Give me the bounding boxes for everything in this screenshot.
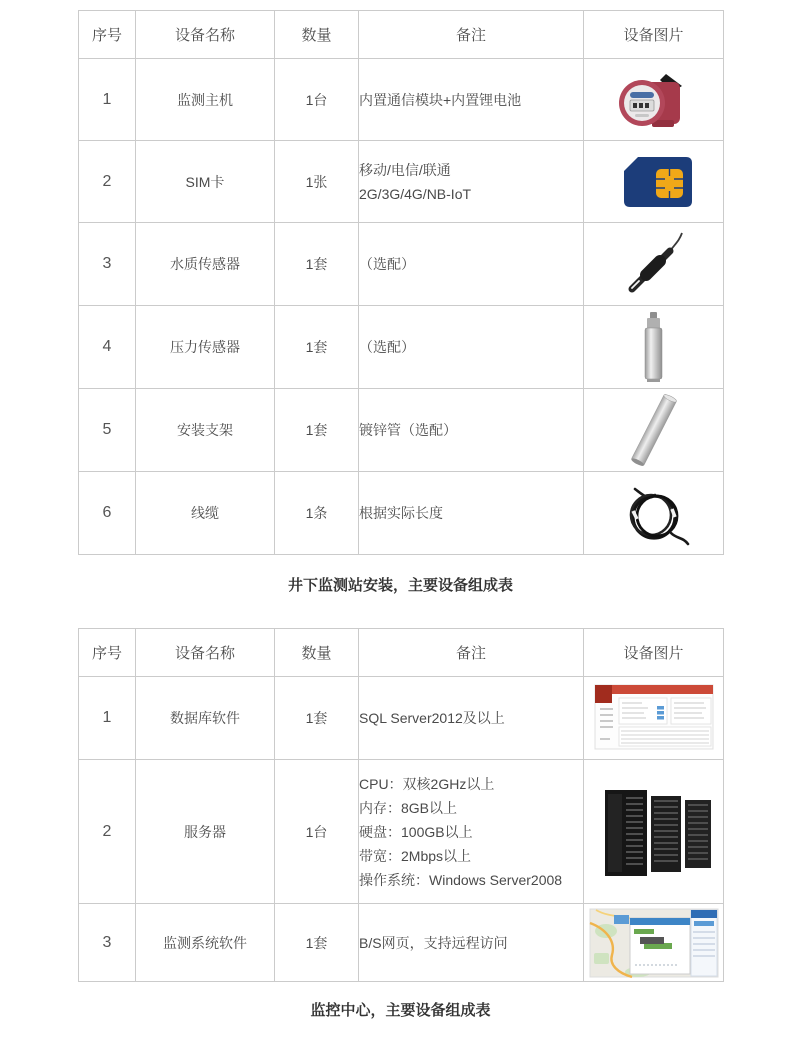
monitoring-software-screenshot-image [588,905,720,981]
table-header-row [79,11,724,59]
cell-serial: 1 [79,677,136,760]
cell-device-name: SIM卡 [136,141,275,223]
equipment-spec-page [78,10,723,1020]
cell-device-name: 压力传感器 [136,306,275,389]
sim-card-image [604,149,704,215]
table-row [79,389,724,472]
galvanized-pipe-image [609,391,699,469]
cell-device-image [584,472,724,555]
cell-quantity: 1条 [275,472,359,555]
header-quantity: 数量 [275,11,359,59]
cell-device-image [584,223,724,306]
table-row [79,472,724,555]
cell-quantity: 1台 [275,760,359,904]
cell-device-image [584,760,724,904]
header-remark: 备注 [359,629,584,677]
cell-remark [359,760,584,904]
header-serial: 序号 [79,11,136,59]
monitoring-host-image [608,66,700,134]
cell-device-name: 监测系统软件 [136,904,275,982]
cell-remark: （选配） [359,306,584,389]
cell-quantity: 1套 [275,306,359,389]
cell-device-name: 数据库软件 [136,677,275,760]
header-remark: 备注 [359,11,584,59]
cell-quantity: 1套 [275,677,359,760]
cell-device-name: 服务器 [136,760,275,904]
cell-device-image [584,389,724,472]
header-quantity: 数量 [275,629,359,677]
downhole-table-caption: 井下监测站安装，主要设备组成表 [287,577,513,594]
cell-serial: 6 [79,472,136,555]
header-device-image: 设备图片 [584,629,724,677]
header-serial: 序号 [79,629,136,677]
cell-serial: 5 [79,389,136,472]
cell-quantity: 1套 [275,904,359,982]
cell-device-image [584,904,724,982]
table-row [79,223,724,306]
cell-remark: B/S网页，支持远程访问 [359,904,584,982]
cell-serial: 2 [79,760,136,904]
table-row [79,59,724,141]
server-racks-image [593,782,715,882]
table-row [79,760,724,904]
cell-remark: SQL Server2012及以上 [359,677,584,760]
remark-line: 带宽：2Mbps以上 [359,847,472,864]
cell-quantity: 1套 [275,223,359,306]
header-device-name: 设备名称 [136,11,275,59]
cell-device-name: 线缆 [136,472,275,555]
table-row [79,904,724,982]
downhole-equipment-table [78,10,724,555]
pressure-sensor-image [634,308,674,386]
cell-device-name: 水质传感器 [136,223,275,306]
table-row [79,141,724,223]
water-quality-sensor-image [604,227,704,301]
cell-device-name: 监测主机 [136,59,275,141]
cell-device-image [584,59,724,141]
cell-remark [359,141,584,223]
remark-line: 2G/3G/4G/NB-IoT [359,185,472,202]
cell-device-name: 安装支架 [136,389,275,472]
monitoring-center-equipment-table [78,628,724,982]
cell-serial: 3 [79,904,136,982]
cell-quantity: 1张 [275,141,359,223]
cell-serial: 1 [79,59,136,141]
remark-line: CPU：双核2GHz以上 [359,775,495,792]
cell-remark: 内置通信模块+内置锂电池 [359,59,584,141]
remark-line: 硬盘：100GB以上 [359,823,473,840]
table-row [79,677,724,760]
sql-server-screenshot-image [589,681,719,755]
cell-serial: 2 [79,141,136,223]
table-row [79,306,724,389]
cell-remark: （选配） [359,223,584,306]
remark-line: 移动/电信/联通 [359,161,451,178]
cell-remark: 根据实际长度 [359,472,584,555]
monitoring-center-table-caption: 监控中心，主要设备组成表 [310,1002,491,1019]
header-device-name: 设备名称 [136,629,275,677]
cell-quantity: 1套 [275,389,359,472]
cell-serial: 4 [79,306,136,389]
cable-coil-image [609,477,699,549]
cell-device-image [584,141,724,223]
header-device-image: 设备图片 [584,11,724,59]
cell-remark: 镀锌管（选配） [359,389,584,472]
cell-quantity: 1台 [275,59,359,141]
remark-line: 操作系统：Windows Server2008 [359,871,563,888]
cell-device-image [584,306,724,389]
remark-line: 内存：8GB以上 [359,799,458,816]
cell-serial: 3 [79,223,136,306]
cell-device-image [584,677,724,760]
table-header-row [79,629,724,677]
